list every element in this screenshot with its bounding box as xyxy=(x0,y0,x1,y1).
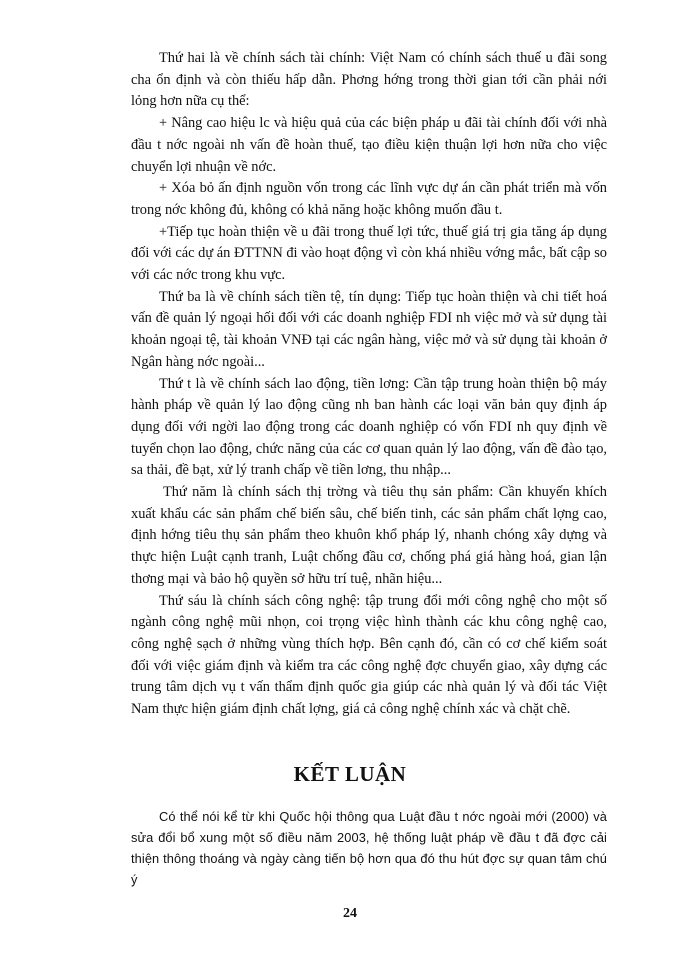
section-heading: KẾT LUẬN xyxy=(293,762,407,786)
paragraph-monetary-policy: Thứ ba là về chính sách tiền tệ, tín dụng: Tiếp tục hoàn thiện và chi tiết hoá vấn đề quản lý ngoại hối đối với các doanh nghiệp FDI nh việc mở và sử dụng tài khoản ngoại tệ, tài khoản VNĐ tại các ngân hàng, việc mở và sử dụng tài khoản ở Ngân hàng nớc ngoài... xyxy=(131,288,607,370)
page-number: 24 xyxy=(343,906,357,921)
paragraph-bullet-tax-incentive: +Tiếp tục hoàn thiện về u đãi trong thuế lợi tức, thuế giá trị gia tăng áp dụng đối với các dự án ĐTTNN đi vào hoạt động vì còn khá nhiều vớng mắc, bất cập so với các nớc trong khu vực. xyxy=(131,223,607,284)
conclusion-paragraph: Có thể nói kể từ khi Quốc hội thông qua Luật đầu t nớc ngoài mới (2000) và sửa đổi bổ xung một số điều năm 2003, hệ thống luật pháp về đầu t đã đợc cải thiện thông thoáng và ngày càng tiến bộ hơn qua đó thu hút đợc sự quan tâm chú ý xyxy=(131,809,607,887)
paragraph-bullet-incentive-efficiency: + Nâng cao hiệu lc và hiệu quả của các biện pháp u đãi tài chính đối với nhà đầu t nớc ngoài nh vấn đề hoàn thuế, tạo điều kiện thuận lợi hơn nữa cho việc chuyển lợi nhuận về nớc. xyxy=(131,115,607,175)
paragraph-technology-policy: Thứ sáu là chính sách công nghệ: tập trung đổi mới công nghệ cho một số ngành công nghệ mũi nhọn, coi trọng việc hình thành các khu công nghệ cao, công nghệ sạch ở những vùng thích hợp. Bên cạnh đó, cần có cơ chế kiểm soát đối với việc giám định và kiểm tra các công nghệ đợc chuyển giao, xây dựng các trung tâm dịch vụ t vấn thẩm định quốc gia giúp các nhà quản lý và đối tác Việt Nam thực hiện giám định chất lợng, giá cả công nghệ chính xác và chặt chẽ. xyxy=(131,592,607,718)
body-text xyxy=(131,48,607,721)
paragraph-bullet-capital-source: + Xóa bỏ ấn định nguồn vốn trong các lĩnh vực dự án cần phát triển mà vốn trong nớc không đủ, không có khả năng hoặc không muốn đầu t. xyxy=(131,180,607,218)
paragraph-labor-policy: Thứ t là về chính sách lao động, tiền lơng: Cần tập trung hoàn thiện bộ máy hành pháp về quản lý lao động cũng nh ban hành các loại văn bản quy định áp dụng đối với ngời lao động trong các doanh nghiệp có vốn FDI nh quy định về tuyển chọn lao động, chức năng của các cơ quan quản lý lao động, vấn đề đào tạo, sa thải, đề bạt, xử lý tranh chấp về tiền lơng, thu nhập... xyxy=(131,375,607,479)
paragraph-market-policy: Thứ năm là chính sách thị trờng và tiêu thụ sản phẩm: Cần khuyến khích xuất khẩu các sản phẩm chế biến sâu, chế biến tinh, các sản phẩm chất lợng cao, định hớng tiêu thụ sản phẩm theo khuôn khổ pháp lý, nhanh chóng xây dựng và thực hiện Luật cạnh tranh, Luật chống đầu cơ, chống phá giá hàng hoá, gian lận thơng mại và bảo hộ quyền sở hữu trí tuệ, nhãn hiệu... xyxy=(131,484,607,587)
paragraph-financial-policy: Thứ hai là về chính sách tài chính: Việt Nam có chính sách thuế u đãi song cha ổn định và còn thiếu hấp dẫn. Phơng hớng trong thời gian tới cần phải nới lỏng hơn nữa cụ thể: xyxy=(131,50,607,110)
